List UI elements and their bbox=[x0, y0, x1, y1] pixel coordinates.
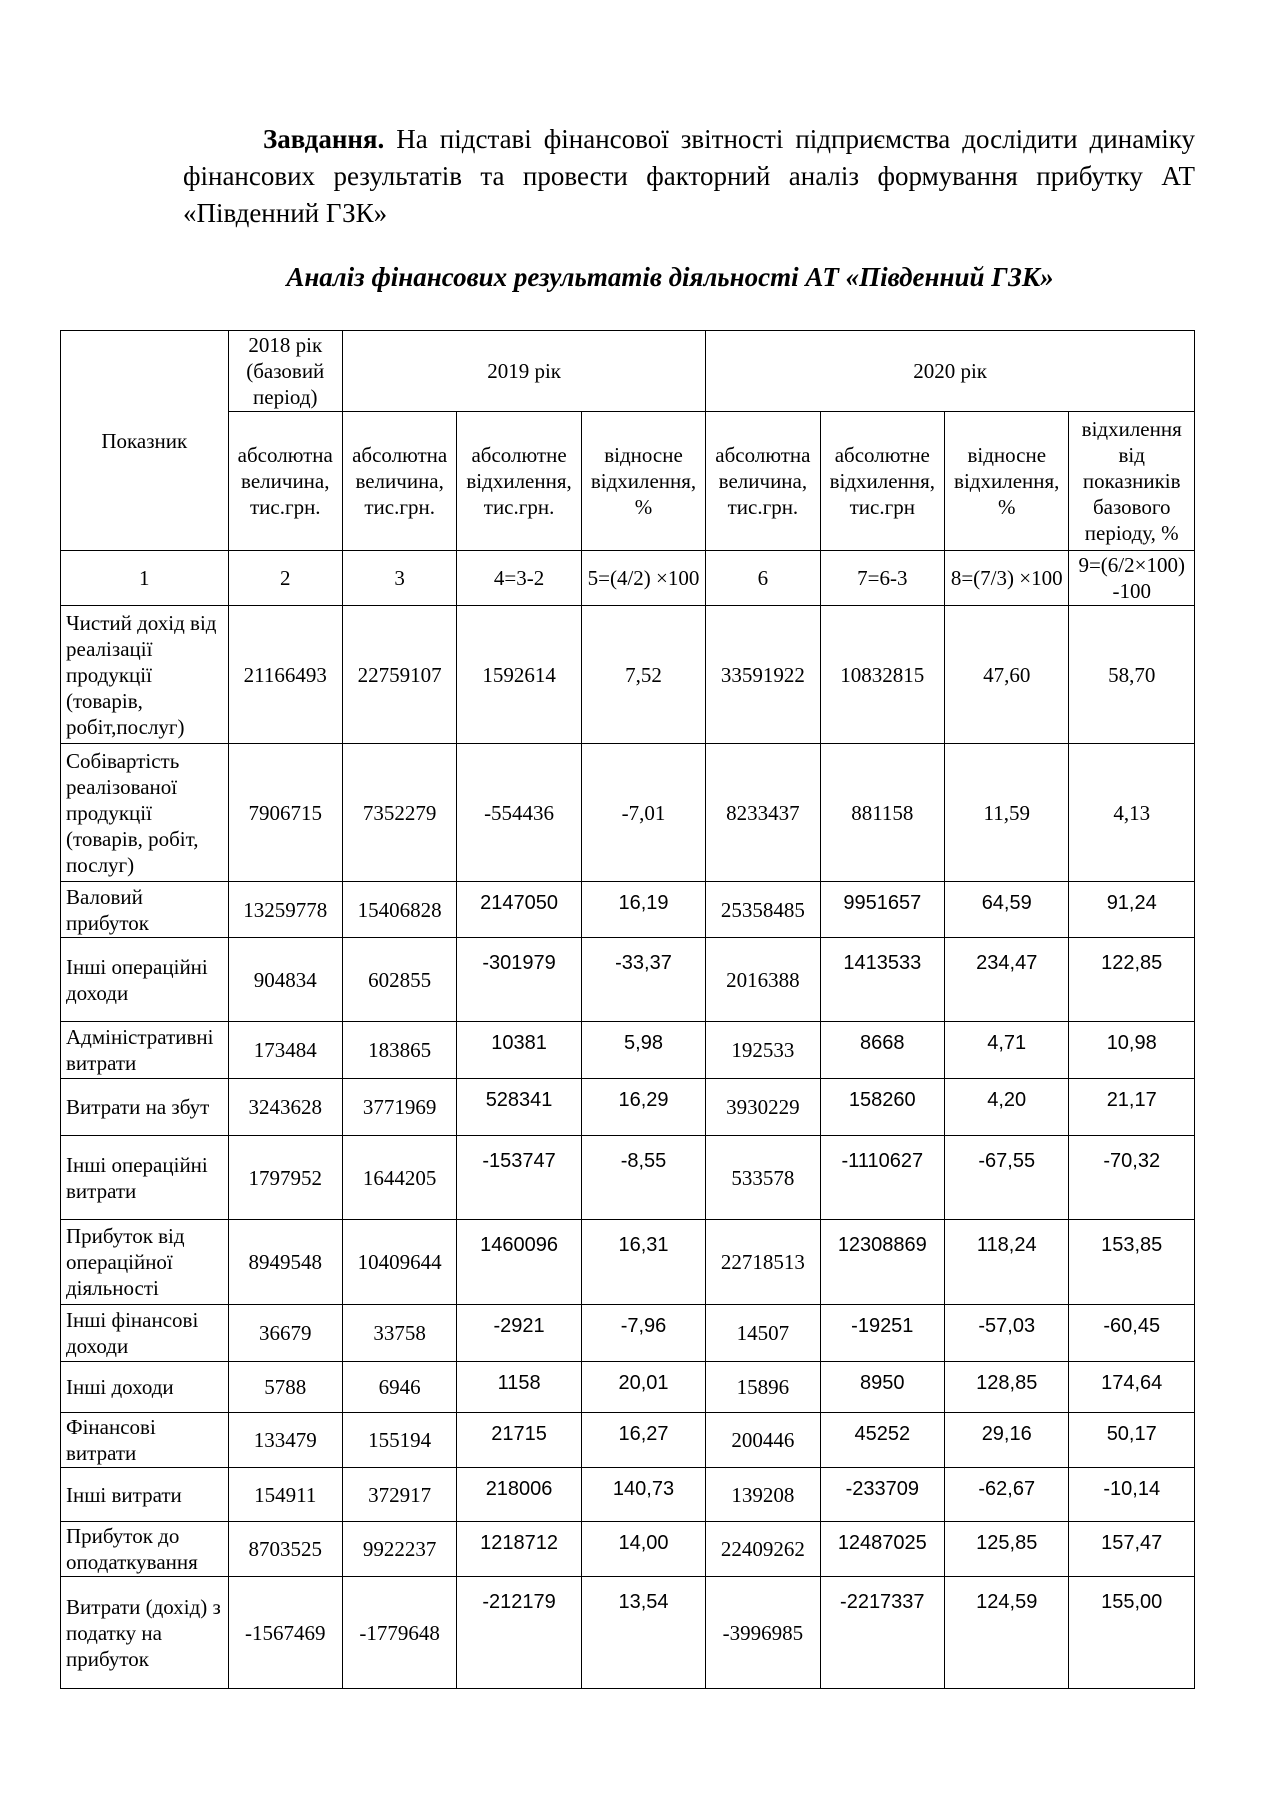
row-value-cell: 174,64 bbox=[1069, 1362, 1195, 1413]
row-value-cell: 22409262 bbox=[706, 1522, 820, 1577]
row-value-cell: 8949548 bbox=[228, 1220, 342, 1305]
row-value-cell: 3930229 bbox=[706, 1079, 820, 1136]
row-value-cell: 1644205 bbox=[342, 1136, 456, 1220]
row-value-cell: -57,03 bbox=[945, 1305, 1069, 1362]
row-value-cell: 183865 bbox=[342, 1022, 456, 1079]
header-row-subcolumns bbox=[61, 412, 1195, 551]
row-value-cell: 200446 bbox=[706, 1413, 820, 1468]
row-value-cell: 602855 bbox=[342, 938, 456, 1022]
row-value-cell: 21166493 bbox=[228, 606, 342, 744]
row-value-cell: 64,59 bbox=[945, 882, 1069, 938]
row-indicator-name: Інші операційні доходи bbox=[61, 938, 229, 1022]
row-value-cell: 91,24 bbox=[1069, 882, 1195, 938]
row-value-cell: 14,00 bbox=[581, 1522, 705, 1577]
row-value-cell: 11,59 bbox=[945, 744, 1069, 882]
row-value-cell: 218006 bbox=[457, 1468, 581, 1522]
column-number: 7=6-3 bbox=[820, 551, 944, 606]
row-value-cell: 25358485 bbox=[706, 882, 820, 938]
row-value-cell: 2147050 bbox=[457, 882, 581, 938]
header-row-years bbox=[61, 331, 1195, 412]
row-value-cell: 125,85 bbox=[945, 1522, 1069, 1577]
row-indicator-name: Інші витрати bbox=[61, 1468, 229, 1522]
row-value-cell: -7,96 bbox=[581, 1305, 705, 1362]
row-value-cell: 10409644 bbox=[342, 1220, 456, 1305]
row-value-cell: 528341 bbox=[457, 1079, 581, 1136]
row-value-cell: 128,85 bbox=[945, 1362, 1069, 1413]
row-value-cell: -62,67 bbox=[945, 1468, 1069, 1522]
table-row bbox=[61, 1305, 1195, 1362]
row-value-cell: 10,98 bbox=[1069, 1022, 1195, 1079]
row-value-cell: 12308869 bbox=[820, 1220, 944, 1305]
row-value-cell: 22718513 bbox=[706, 1220, 820, 1305]
row-value-cell: -2921 bbox=[457, 1305, 581, 1362]
header-2020: 2020 рік bbox=[706, 331, 1195, 412]
table-row bbox=[61, 882, 1195, 938]
row-value-cell: 8233437 bbox=[706, 744, 820, 882]
row-value-cell: 3243628 bbox=[228, 1079, 342, 1136]
row-value-cell: 154911 bbox=[228, 1468, 342, 1522]
table-row bbox=[61, 744, 1195, 882]
row-indicator-name: Валовий прибуток bbox=[61, 882, 229, 938]
row-value-cell: -8,55 bbox=[581, 1136, 705, 1220]
row-value-cell: 4,71 bbox=[945, 1022, 1069, 1079]
row-value-cell: 158260 bbox=[820, 1079, 944, 1136]
row-value-cell: -7,01 bbox=[581, 744, 705, 882]
table-row bbox=[61, 1522, 1195, 1577]
subheader: відносне відхилення, % bbox=[581, 412, 705, 551]
column-number: 8=(7/3) ×100 bbox=[945, 551, 1069, 606]
row-value-cell: 234,47 bbox=[945, 938, 1069, 1022]
row-value-cell: 33591922 bbox=[706, 606, 820, 744]
header-indicator: Показник bbox=[61, 331, 229, 551]
row-value-cell: 15406828 bbox=[342, 882, 456, 938]
row-value-cell: 2016388 bbox=[706, 938, 820, 1022]
row-value-cell: 9922237 bbox=[342, 1522, 456, 1577]
row-value-cell: -19251 bbox=[820, 1305, 944, 1362]
row-value-cell: 7352279 bbox=[342, 744, 456, 882]
subheader: абсолютна величина, тис.грн. bbox=[706, 412, 820, 551]
row-indicator-name: Витрати на збут bbox=[61, 1079, 229, 1136]
row-value-cell: 8950 bbox=[820, 1362, 944, 1413]
column-number: 2 bbox=[228, 551, 342, 606]
row-value-cell: -33,37 bbox=[581, 938, 705, 1022]
row-value-cell: 155194 bbox=[342, 1413, 456, 1468]
row-value-cell: 140,73 bbox=[581, 1468, 705, 1522]
row-value-cell: 1797952 bbox=[228, 1136, 342, 1220]
row-value-cell: 16,31 bbox=[581, 1220, 705, 1305]
row-value-cell: 5788 bbox=[228, 1362, 342, 1413]
row-value-cell: 118,24 bbox=[945, 1220, 1069, 1305]
row-value-cell: -301979 bbox=[457, 938, 581, 1022]
row-value-cell: 133479 bbox=[228, 1413, 342, 1468]
table-row bbox=[61, 1022, 1195, 1079]
row-indicator-name: Чистий дохід від реалізації продукції (товарів, робіт,послуг) bbox=[61, 606, 229, 744]
column-number: 9=(6/2×100) -100 bbox=[1069, 551, 1195, 606]
row-value-cell: 45252 bbox=[820, 1413, 944, 1468]
row-value-cell: -1779648 bbox=[342, 1577, 456, 1689]
row-indicator-name: Фінансові витрати bbox=[61, 1413, 229, 1468]
row-value-cell: 12487025 bbox=[820, 1522, 944, 1577]
row-value-cell: 1460096 bbox=[457, 1220, 581, 1305]
row-value-cell: 7,52 bbox=[581, 606, 705, 744]
row-value-cell: 139208 bbox=[706, 1468, 820, 1522]
column-number: 1 bbox=[61, 551, 229, 606]
row-value-cell: 153,85 bbox=[1069, 1220, 1195, 1305]
row-value-cell: 36679 bbox=[228, 1305, 342, 1362]
header-2018: 2018 рік (базовий період) bbox=[228, 331, 342, 412]
column-number: 5=(4/2) ×100 bbox=[581, 551, 705, 606]
row-value-cell: 8668 bbox=[820, 1022, 944, 1079]
row-value-cell: 20,01 bbox=[581, 1362, 705, 1413]
row-indicator-name: Інші операційні витрати bbox=[61, 1136, 229, 1220]
row-value-cell: 15896 bbox=[706, 1362, 820, 1413]
table-row bbox=[61, 1577, 1195, 1689]
row-indicator-name: Прибуток до оподаткування bbox=[61, 1522, 229, 1577]
row-value-cell: 1413533 bbox=[820, 938, 944, 1022]
table-row bbox=[61, 938, 1195, 1022]
row-value-cell: 122,85 bbox=[1069, 938, 1195, 1022]
row-value-cell: 16,19 bbox=[581, 882, 705, 938]
row-value-cell: 5,98 bbox=[581, 1022, 705, 1079]
financial-results-table bbox=[60, 330, 1195, 1689]
row-value-cell: -60,45 bbox=[1069, 1305, 1195, 1362]
row-value-cell: 50,17 bbox=[1069, 1413, 1195, 1468]
row-value-cell: 21,17 bbox=[1069, 1079, 1195, 1136]
header-2019: 2019 рік bbox=[342, 331, 705, 412]
row-value-cell: 13,54 bbox=[581, 1577, 705, 1689]
row-value-cell: 1158 bbox=[457, 1362, 581, 1413]
row-value-cell: -1567469 bbox=[228, 1577, 342, 1689]
row-value-cell: 29,16 bbox=[945, 1413, 1069, 1468]
row-value-cell: -1110627 bbox=[820, 1136, 944, 1220]
row-value-cell: -3996985 bbox=[706, 1577, 820, 1689]
row-value-cell: 13259778 bbox=[228, 882, 342, 938]
row-value-cell: -212179 bbox=[457, 1577, 581, 1689]
row-value-cell: -70,32 bbox=[1069, 1136, 1195, 1220]
row-value-cell: 173484 bbox=[228, 1022, 342, 1079]
row-value-cell: 33758 bbox=[342, 1305, 456, 1362]
row-value-cell: 192533 bbox=[706, 1022, 820, 1079]
row-value-cell: 4,13 bbox=[1069, 744, 1195, 882]
row-value-cell: 4,20 bbox=[945, 1079, 1069, 1136]
row-value-cell: 372917 bbox=[342, 1468, 456, 1522]
subheader: відхилення від показників базового періоду, % bbox=[1069, 412, 1195, 551]
row-value-cell: 155,00 bbox=[1069, 1577, 1195, 1689]
subheader: абсолютна величина, тис.грн. bbox=[228, 412, 342, 551]
row-value-cell: -10,14 bbox=[1069, 1468, 1195, 1522]
row-indicator-name: Інші фінансові доходи bbox=[61, 1305, 229, 1362]
table-row bbox=[61, 1220, 1195, 1305]
subheader: абсолютне відхилення, тис.грн. bbox=[457, 412, 581, 551]
subheader: абсолютне відхилення, тис.грн bbox=[820, 412, 944, 551]
subheader: відносне відхилення, % bbox=[945, 412, 1069, 551]
table-title: Аналіз фінансових результатів діяльності АТ «Південний ГЗК» bbox=[286, 262, 1054, 292]
row-value-cell: 533578 bbox=[706, 1136, 820, 1220]
row-value-cell: 10832815 bbox=[820, 606, 944, 744]
column-number: 3 bbox=[342, 551, 456, 606]
task-text: На підставі фінансової звітності підприємства дослідити динаміку фінансових результатів та провести факторний аналіз формування прибутку АТ «Південний ГЗК» bbox=[183, 124, 1195, 228]
row-value-cell: -67,55 bbox=[945, 1136, 1069, 1220]
row-value-cell: 1592614 bbox=[457, 606, 581, 744]
row-value-cell: 157,47 bbox=[1069, 1522, 1195, 1577]
table-row bbox=[61, 1468, 1195, 1522]
task-paragraph bbox=[183, 121, 1195, 232]
row-indicator-name: Собівартість реалізованої продукції (товарів, робіт, послуг) bbox=[61, 744, 229, 882]
table-row bbox=[61, 1079, 1195, 1136]
row-value-cell: 14507 bbox=[706, 1305, 820, 1362]
table-row bbox=[61, 1413, 1195, 1468]
task-label: Завдання. bbox=[263, 124, 385, 154]
row-indicator-name: Витрати (дохід) з податку на прибуток bbox=[61, 1577, 229, 1689]
row-value-cell: 16,27 bbox=[581, 1413, 705, 1468]
row-value-cell: 58,70 bbox=[1069, 606, 1195, 744]
row-value-cell: 3771969 bbox=[342, 1079, 456, 1136]
table-row bbox=[61, 1136, 1195, 1220]
column-number: 4=3-2 bbox=[457, 551, 581, 606]
row-value-cell: 9951657 bbox=[820, 882, 944, 938]
row-value-cell: -233709 bbox=[820, 1468, 944, 1522]
row-value-cell: 1218712 bbox=[457, 1522, 581, 1577]
column-number: 6 bbox=[706, 551, 820, 606]
row-value-cell: 881158 bbox=[820, 744, 944, 882]
table-row bbox=[61, 1362, 1195, 1413]
row-value-cell: -554436 bbox=[457, 744, 581, 882]
table-row bbox=[61, 606, 1195, 744]
row-value-cell: -2217337 bbox=[820, 1577, 944, 1689]
row-value-cell: -153747 bbox=[457, 1136, 581, 1220]
row-value-cell: 22759107 bbox=[342, 606, 456, 744]
row-value-cell: 904834 bbox=[228, 938, 342, 1022]
row-value-cell: 8703525 bbox=[228, 1522, 342, 1577]
subheader: абсолютна величина, тис.грн. bbox=[342, 412, 456, 551]
row-value-cell: 10381 bbox=[457, 1022, 581, 1079]
row-value-cell: 21715 bbox=[457, 1413, 581, 1468]
row-value-cell: 7906715 bbox=[228, 744, 342, 882]
row-value-cell: 16,29 bbox=[581, 1079, 705, 1136]
row-value-cell: 47,60 bbox=[945, 606, 1069, 744]
row-indicator-name: Інші доходи bbox=[61, 1362, 229, 1413]
row-indicator-name: Адміністративні витрати bbox=[61, 1022, 229, 1079]
row-value-cell: 6946 bbox=[342, 1362, 456, 1413]
header-row-numbers bbox=[61, 551, 1195, 606]
row-value-cell: 124,59 bbox=[945, 1577, 1069, 1689]
row-indicator-name: Прибуток від операційної діяльності bbox=[61, 1220, 229, 1305]
